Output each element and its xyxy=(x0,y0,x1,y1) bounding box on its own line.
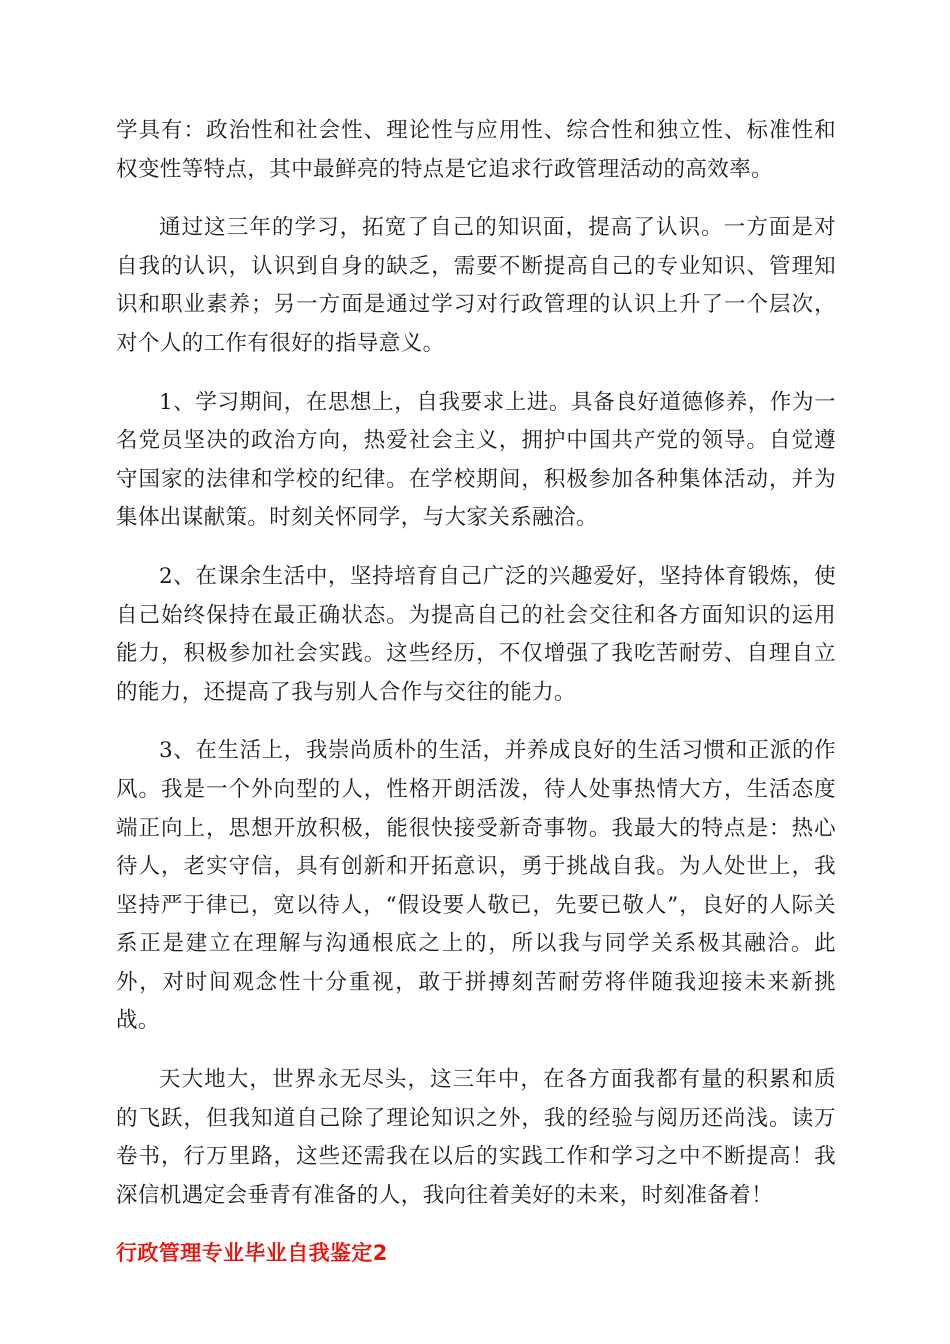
paragraph-point-3: 3、在生活上，我崇尚质朴的生活，并养成良好的生活习惯和正派的作风。我是一个外向型的人，性格开朗活泼，待人处事热情大方，生活态度端正向上，思想开放积极，能很快接受新奇事物。我最大的特点是：热心待人，老实守信，具有创新和开拓意识，勇于挑战自我。为人处世上，我坚持严于律已，宽以待人，“假设要人敬已，先要已敬人”，良好的人际关系正是建立在理解与沟通根底之上的，所以我与同学关系极其融洽。此外，对时间观念性十分重视，敢于拼搏刻苦耐劳将伴随我迎接未来新挑战。 xyxy=(116,738,836,1034)
paragraph-point-2: 2、在课余生活中，坚持培育自己广泛的兴趣爱好，坚持体育锻炼，使自己始终保持在最正确状态。为提高自己的社会交往和各方面知识的运用能力，积极参加社会实践。这些经历，不仅增强了我吃苦耐劳、自理自立的能力，还提高了我与别人合作与交往的能力。 xyxy=(116,563,836,705)
paragraph-conclusion: 天大地大，世界永无尽头，这三年中，在各方面我都有量的积累和质的飞跃，但我知道自己除了理论知识之外，我的经验与阅历还尚浅。读万卷书，行万里路，这些还需我在以后的实践工作和学习之中不断提高！我深信机遇定会垂青有准备的人，我向往着美好的未来，时刻准备着！ xyxy=(116,1067,836,1208)
section-heading: 行政管理专业毕业自我鉴定2 xyxy=(116,1241,388,1266)
paragraph-learning-summary: 通过这三年的学习，拓宽了自己的知识面，提高了认识。一方面是对自我的认识，认识到自身的缺乏，需要不断提高自己的专业知识、管理知识和职业素养；另一方面是通过学习对行政管理的认识上升了一个层次，对个人的工作有很好的指导意义。 xyxy=(116,215,836,356)
paragraph-point-1: 1、学习期间，在思想上，自我要求上进。具备良好道德修养，作为一名党员坚决的政治方向，热爱社会主义，拥护中国共产党的领导。自觉遵守国家的法律和学校的纪律。在学校期间，积极参加各种集体活动，并为集体出谋献策。时刻关怀同学，与大家关系融洽。 xyxy=(116,389,836,531)
document-body xyxy=(116,112,836,1271)
paragraph-continuation: 学具有：政治性和社会性、理论性与应用性、综合性和独立性、标准性和权变性等特点，其中最鲜亮的特点是它追求行政管理活动的高效率。 xyxy=(116,118,836,182)
